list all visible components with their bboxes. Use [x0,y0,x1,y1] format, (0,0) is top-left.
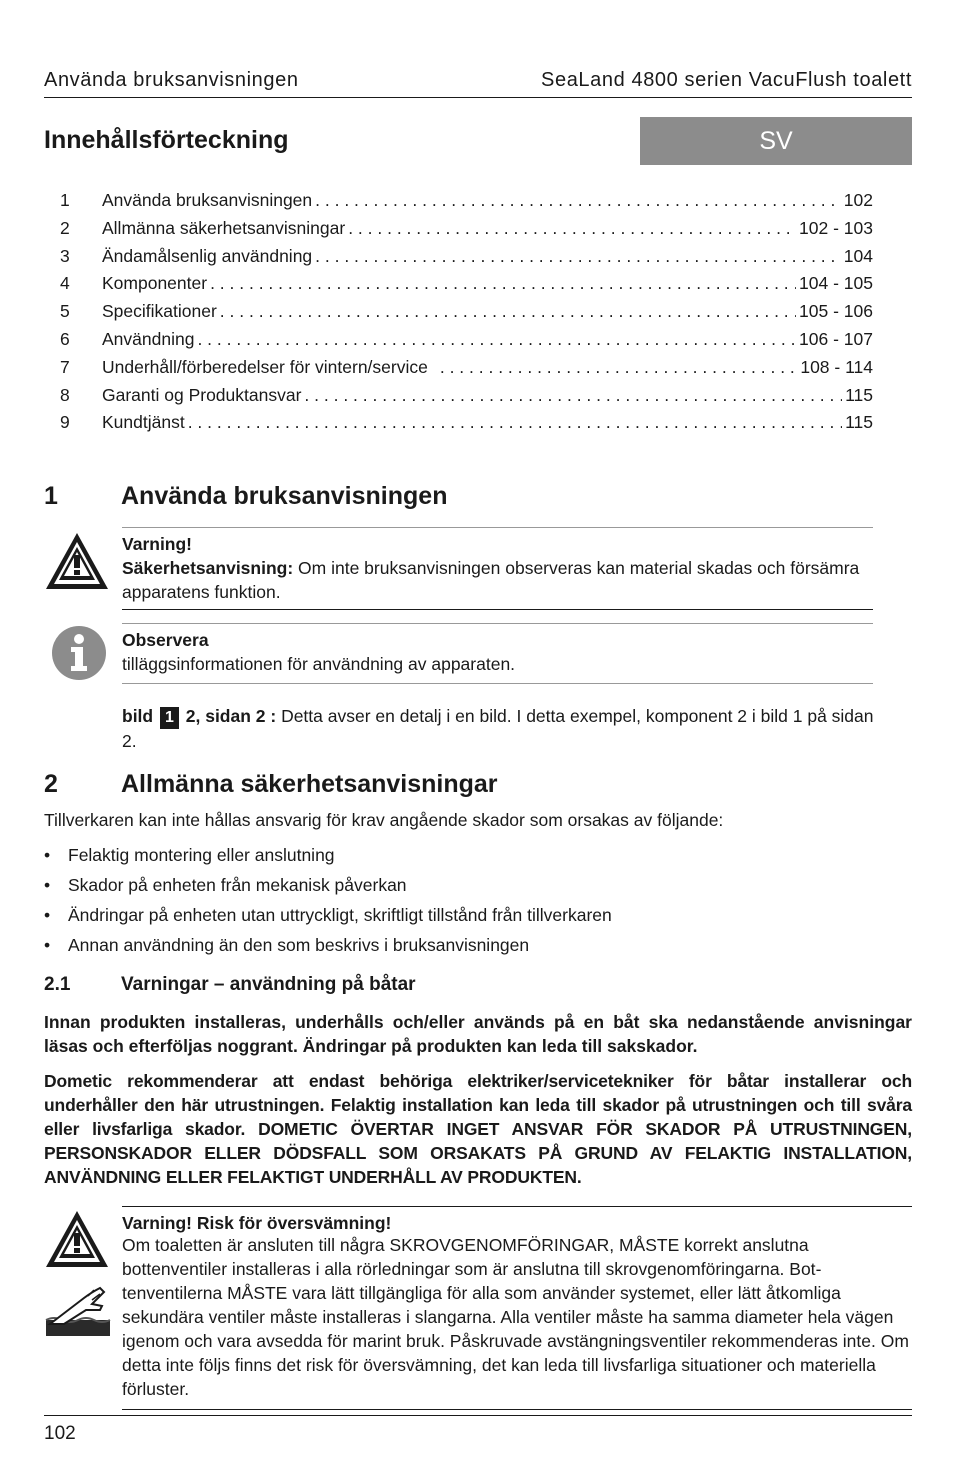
figure-number-badge: 1 [160,707,179,729]
bullet-icon: • [44,845,51,865]
toc-entry[interactable] [60,243,873,271]
toc-leader-dots [220,298,796,326]
toc-entry-page: 115 [842,382,873,410]
flood-warning-text: Om toaletten är ansluten till några SKROVGENOMFÖRINGAR, MÅSTE korrekt anslutna bottenventiler installeras i alla rörledningar som är anslutna till skrovgenomföringarna. Bottenventilerna MÅSTE vara lätt tillgängliga för alla som använder systemet, eller lätt åtkomliga sekundära ventiler måste installeras i slangarna. Alla ventiler måste ha samma diameter hela vägen igenom och vara avsedda för marint bruk. Påskruvade avstängningsventiler rekommenderas inte. Om detta inte följs finns det risk för översvämning, det kan leda till livsfarliga situationer och materiella förluster. [122,1235,909,1399]
section-1-heading [44,482,912,512]
section-number: 2 [44,770,58,798]
toc-entry[interactable] [60,270,873,298]
toc-entry-page: 104 [841,243,873,271]
language-tab: SV [640,117,912,165]
toc-entry-page: 102 - 103 [796,215,873,243]
toc-entry-number: 8 [60,384,70,405]
toc-leader-dots [315,243,841,271]
running-header-product: SeaLand 4800 serien VacuFlush toalett [541,69,912,91]
toc-leader-dots [440,354,798,382]
info-icon [51,625,107,681]
toc-entry[interactable] [60,326,873,354]
note-bottom-rule [122,683,873,684]
toc-leader-dots [348,215,796,243]
running-header-title: Använda bruksanvisningen [44,69,299,91]
warning-triangle-icon [43,530,111,592]
toc-entry-page: 108 - 114 [797,354,873,382]
toc-leader-dots [197,326,796,354]
toc-entry-number: 3 [60,245,70,266]
figure-reference-text: Detta avser en detalj i en bild. I detta exempel, komponent 2 i bild 1 på sidan 2. [122,706,874,751]
toc-entry-label: Specifikationer [102,298,220,326]
section-number: 1 [44,482,58,510]
toc-leader-dots [188,409,842,437]
header-divider [44,97,912,98]
toc-entry-number: 7 [60,356,70,377]
flood-warning-top-rule [122,1206,912,1207]
toc-leader-dots [304,382,842,410]
toc-entry-number: 9 [60,412,70,433]
list-item [44,933,912,963]
toc-entry-label: Användning [102,326,197,354]
toc-entry-label: Garanti og Produktansvar [102,382,304,410]
section-title: Allmänna säkerhetsanvisningar [121,770,498,798]
toc-entry[interactable] [60,298,873,326]
warning-heading: Varning! [122,534,193,554]
bullet-icon: • [44,935,51,955]
list-item-text: Skador på enheten från mekanisk påverkan [68,875,407,895]
figure-reference: 2, sidan 2 : [180,706,277,726]
subsection-number: 2.1 [44,974,71,995]
warning-triangle-icon [43,1208,111,1270]
flood-warning-heading: Varning! Risk för översvämning! [122,1213,392,1233]
toc-entry-label: Allmänna säkerhetsanvisningar [102,215,348,243]
warning-bottom-rule [122,609,873,610]
toc-entry-page: 115 [842,409,873,437]
warning-text [122,556,873,604]
toc-entry-label: Komponenter [102,270,210,298]
bullet-icon: • [44,905,51,925]
warning-body: Om inte bruksanvisningen observeras kan material skadas och försämra apparatens funktion. [122,558,860,602]
flood-warning-bottom-rule [122,1409,912,1410]
toc-entry-page: 105 - 106 [796,298,873,326]
toc-entry-label: Använda bruksanvisningen [102,187,315,215]
toc-entry[interactable] [60,382,873,410]
list-item-text: Annan användning än den som beskrivs i bruksanvisningen [68,935,530,955]
note-text: tilläggsinformationen för användning av apparaten. [122,654,516,674]
flooding-hand-icon [44,1284,112,1338]
toc-entry-page: 104 - 105 [796,270,873,298]
toc-entry-label: Underhåll/förberedelser för vintern/service [102,354,440,382]
figure-reference-example [122,704,874,753]
figure-word: bild [122,706,154,726]
subsection-2-1-heading [44,974,912,1000]
toc-entry-number: 2 [60,217,70,238]
boat-warning-paragraph-2: Dometic rekommenderar att endast behöriga elektriker/servicetekniker för båtar installerar och underhåller den här utrustningen. Felaktig installation kan leda till skador på utrustningen och till svåra eller livsfarliga skador. DOMETIC ÖVERTAR INGET ANSVAR FÖR SKADOR PÅ UTRUSTNINGEN, PERSONSKADOR ELLER DÖDSFALL SOM ORSAKATS PÅ GRUND AV FELAKTIG INSTALLATION, ANVÄNDNING ELLER FELAKTIGT UNDERHÅLL AV PRODUKTEN. [44,1071,912,1187]
toc-entry-label: Ändamålsenlig användning [102,243,315,271]
warning-label: Säkerhetsanvisning: [122,558,294,578]
toc-leader-dots [210,270,796,298]
toc-entry-number: 6 [60,328,70,349]
toc-entry[interactable] [60,354,873,382]
toc-title: Innehållsförteckning [44,126,289,154]
boat-warning-paragraph-1: Innan produkten installeras, underhålls och/eller används på en båt ska nedanstående anvisningar läsas och efterföljas noggrant. Ändringar på produkten kan leda till sakskador. [44,1012,912,1056]
toc-entry-label: Kundtjänst [102,409,188,437]
footer-divider [44,1415,912,1416]
list-item [44,903,912,933]
section-2-intro: Tillverkaren kan inte hållas ansvarig för krav angående skador som orsakas av följande: [44,810,724,830]
toc-entry-number: 1 [60,190,70,210]
toc-entry-number: 4 [60,273,70,294]
table-of-contents [60,187,873,437]
toc-leader-dots [315,187,841,215]
bullet-icon: • [44,875,51,895]
toc-entry[interactable] [60,187,873,215]
list-item-text: Felaktig montering eller anslutning [68,845,335,865]
subsection-title: Varningar – användning på båtar [121,974,416,995]
toc-entry-page: 102 [841,187,873,215]
list-item [44,873,912,903]
page-number: 102 [44,1423,76,1444]
warning-top-rule [122,527,873,528]
toc-entry-page: 106 - 107 [796,326,873,354]
note-top-rule [122,623,873,624]
list-item-text: Ändringar på enheten utan uttryckligt, skriftligt tillstånd från tillverkaren [68,905,612,925]
note-heading: Observera [122,630,209,650]
section-title: Använda bruksanvisningen [121,482,448,510]
toc-entry-number: 5 [60,301,70,322]
liability-list [44,843,912,963]
section-2-heading [44,770,912,800]
toc-entry[interactable] [60,215,873,243]
toc-entry[interactable] [60,409,873,437]
list-item [44,843,912,873]
